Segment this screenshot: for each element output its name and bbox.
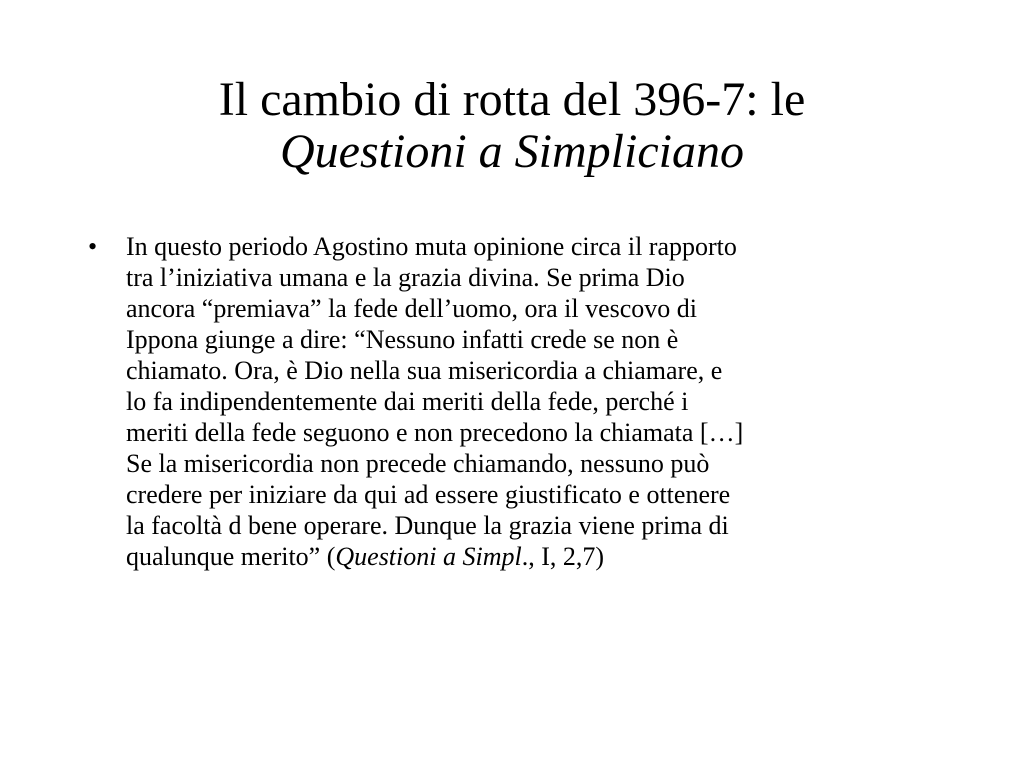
text-line: tra l’iniziativa umana e la grazia divina. Se prima Dio — [126, 263, 685, 292]
bullet-marker: • — [88, 232, 98, 261]
text-line: lo fa indipendentemente dai meriti della fede, perché i — [126, 387, 689, 416]
text-line: meriti della fede seguono e non precedono la chiamata […] — [126, 418, 744, 447]
citation-line — [126, 541, 948, 572]
text-line: credere per iniziare da qui ad essere giustificato e ottenere — [126, 480, 731, 509]
text-line: Se la misericordia non precede chiamando, nessuno può — [126, 449, 710, 478]
text-line: la facoltà d bene operare. Dunque la grazia viene prima di — [126, 511, 729, 540]
slide-title — [62, 74, 962, 178]
citation-prefix: qualunque merito” ( — [126, 542, 336, 571]
text-line: chiamato. Ora, è Dio nella sua misericordia a chiamare, e — [126, 356, 723, 385]
title-line-1: Il cambio di rotta del 396-7: le — [218, 73, 806, 126]
title-line-2 — [62, 126, 962, 178]
citation-work-title: Questioni a Simpl — [335, 542, 522, 571]
text-line: In questo periodo Agostino muta opinione circa il rapporto — [126, 232, 737, 261]
title-italic-work: Questioni a Simpliciano — [280, 125, 744, 178]
text-line: Ippona giunge a dire: “Nessuno infatti crede se non è — [126, 325, 679, 354]
bullet-item — [88, 231, 948, 572]
bullet-text — [126, 231, 948, 572]
text-line: ancora “premiava” la fede dell’uomo, ora il vescovo di — [126, 294, 698, 323]
slide-body — [88, 231, 948, 572]
citation-suffix: ., I, 2,7) — [521, 542, 605, 571]
